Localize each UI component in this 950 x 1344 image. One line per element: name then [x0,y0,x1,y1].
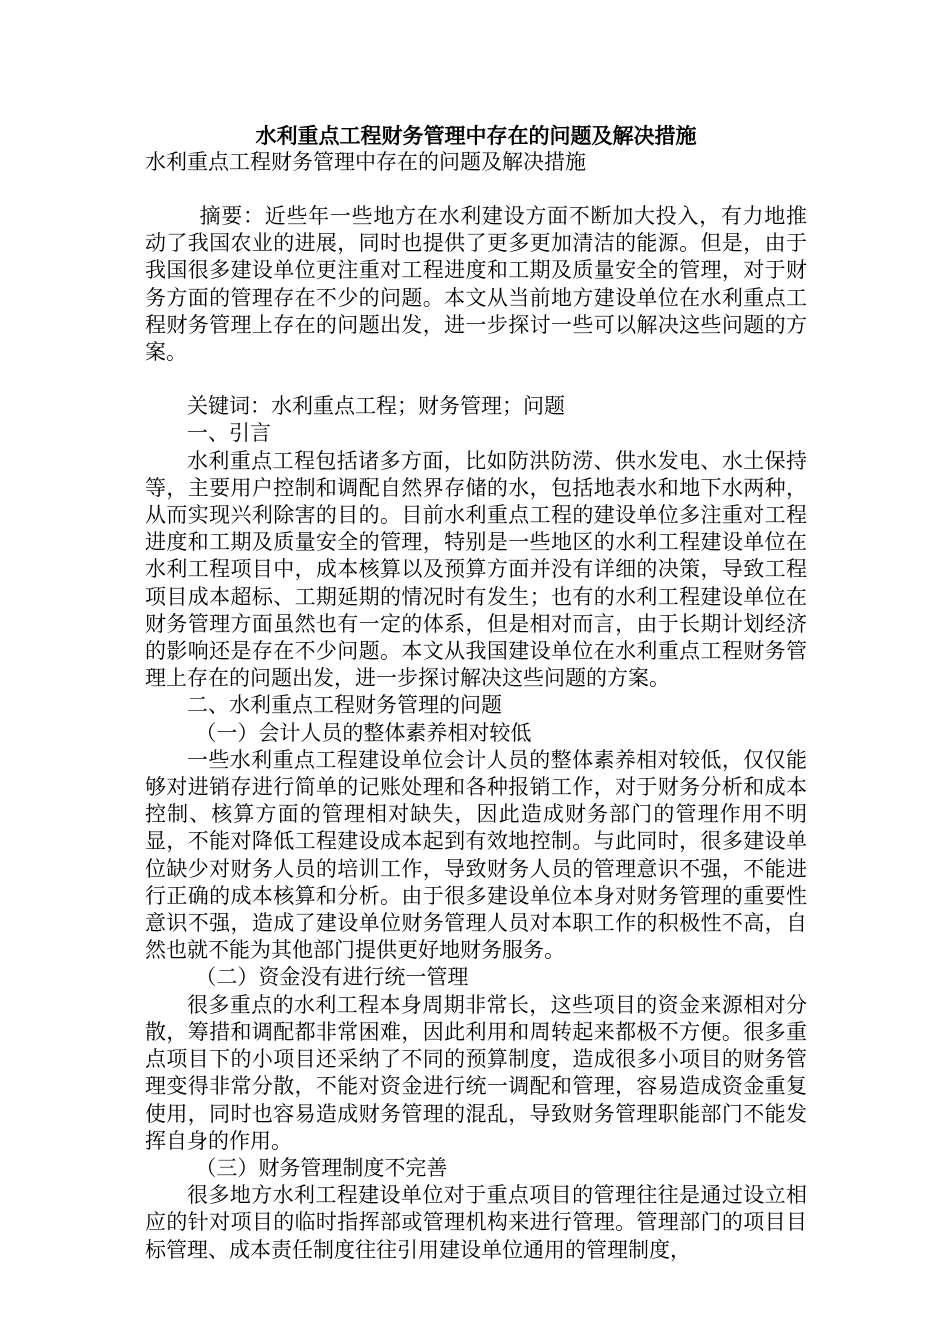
subsection-heading-system: （三）财务管理制度不完善 [195,1155,448,1180]
subsection-heading-accountants: （一）会计人员的整体素养相对较低 [195,720,532,745]
subsection-heading-funds: （二）资金没有进行统一管理 [195,965,469,990]
document-page [145,122,807,1264]
document-title: 水利重点工程财务管理中存在的问题及解决措施 [255,123,697,148]
keywords-line: 关键词：水利重点工程；财务管理；问题 [187,394,565,419]
abstract-paragraph: 摘要：近些年一些地方在水利建设方面不断加大投入，有力地推动了我国农业的进展，同时也提供了更多更加清洁的能源。但是，由于我国很多建设单位更注重对工程进度和工期及质量安全的管理，对于财务方面的管理存在不少的问题。本文从当前地方建设单位在水利重点工程财务管理上存在的问题出发，进一步探讨一些可以解决这些问题的方案。 [145,204,807,365]
funds-paragraph: 很多重点的水利工程本身周期非常长，这些项目的资金来源相对分散，筹措和调配都非常困难，因此利用和周转起来都极不方便。很多重点项目下的小项目还采纳了不同的预算制度，造成很多小项目的财务管理变得非常分散，不能对资金进行统一调配和管理，容易造成资金重复使用，同时也容易造成财务管理的混乱，导致财务管理职能部门不能发挥自身的作用。 [145,992,807,1153]
document-subtitle: 水利重点工程财务管理中存在的问题及解决措施 [145,150,586,174]
accountants-paragraph: 一些水利重点工程建设单位会计人员的整体素养相对较低，仅仅能够对进销存进行简单的记账处理和各种报销工作，对于财务分析和成本控制、核算方面的管理相对缺失，因此造成财务部门的管理作用不明显，不能对降低工程建设成本起到有效地控制。与此同时，很多建设单位缺少对财务人员的培训工作，导致财务人员的管理意识不强，不能进行正确的成本核算和分析。由于很多建设单位本身对财务管理的重要性意识不强，造成了建设单位财务管理人员对本职工作的积极性不高，自然也就不能为其他部门提供更好地财务服务。 [145,747,807,963]
system-paragraph: 很多地方水利工程建设单位对于重点项目的管理往往是通过设立相应的针对项目的临时指挥部或管理机构来进行管理。管理部门的项目目标管理、成本责任制度往往引用建设单位通用的管理制度， [145,1183,807,1262]
section-heading-problems: 二、水利重点工程财务管理的问题 [187,693,502,718]
introduction-paragraph: 水利重点工程包括诸多方面，比如防洪防涝、供水发电、水土保持等，主要用户控制和调配自然界存储的水，包括地表水和地下水两种，从而实现兴利除害的目的。目前水利重点工程的建设单位多注重对工程进度和工期及质量安全的管理，特别是一些地区的水利工程建设单位在水利工程项目中，成本核算以及预算方面并没有详细的决策，导致工程项目成本超标、工期延期的情况时有发生；也有的水利工程建设单位在财务管理方面虽然也有一定的体系，但是相对而言，由于长期计划经济的影响还是存在不少问题。本文从我国建设单位在水利重点工程财务管理上存在的问题出发，进一步探讨解决这些问题的方案。 [145,448,807,691]
section-heading-introduction: 一、引言 [187,421,271,446]
